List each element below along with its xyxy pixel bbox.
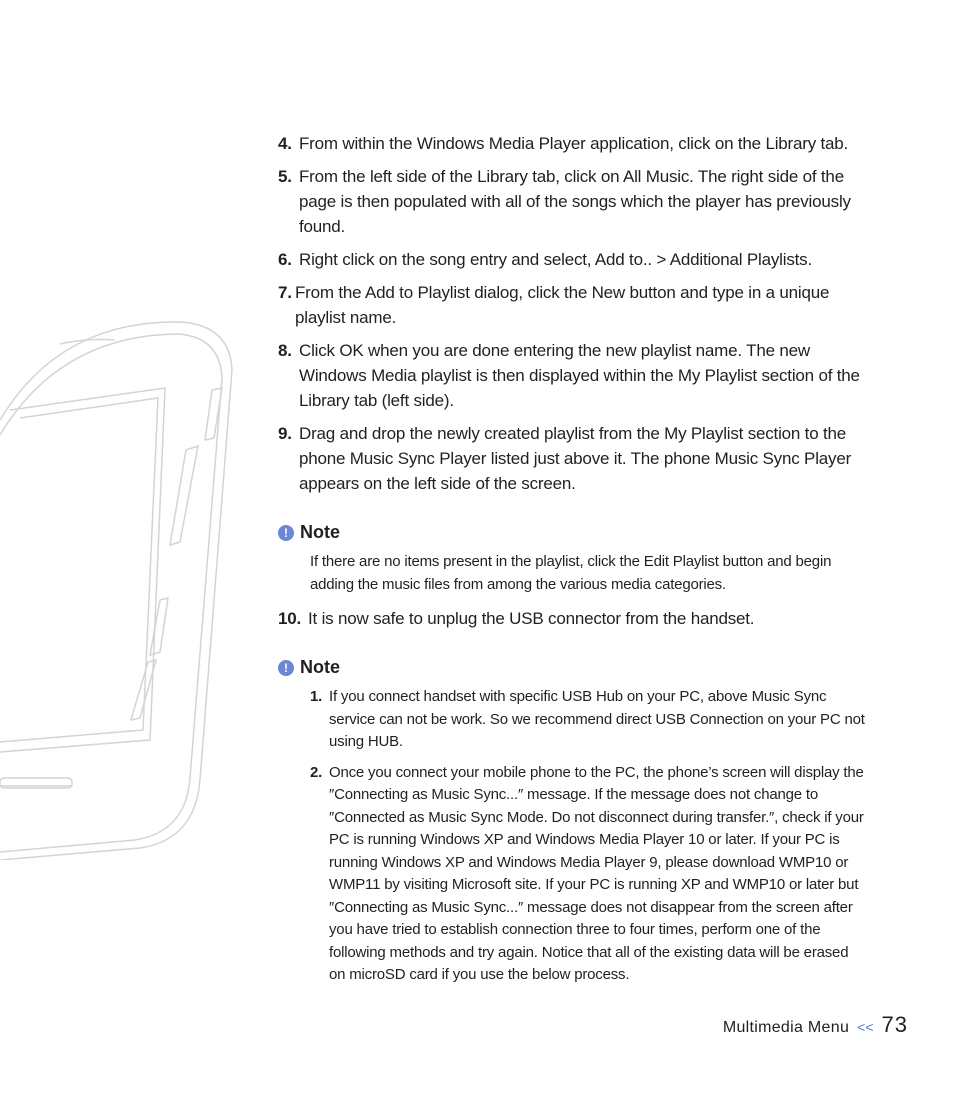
note-text: If there are no items present in the playlist, click the Edit Playlist button and begin adding the music files from among the various media categories. [310, 553, 832, 593]
double-chevron-left-icon: << [857, 1019, 874, 1035]
exclamation-icon: ! [278, 660, 294, 676]
note-item-text: Once you connect your mobile phone to the PC, the phone’s screen will display the ″Connecting as Music Sync...″ message. If the message does not change to ″Connected as Music Sync Mode. Do not disconnect during transfer.″, check if your PC is running Windows XP and Windows Media Player 10 or later. If your PC is running Windows XP and Windows Media Player 9, please download WMP10 or WMP11 by visiting Microsoft site. If your PC is running XP and WMP10 or later but ″Connecting as Music Sync...″ message does not disappear from the screen after you have tried to establish connection three to four times, perform one of the following methods and try again. Notice that all of the existing data will be erased on microSD card if you use the below process. [329, 763, 864, 983]
page-footer [723, 1012, 908, 1038]
instructions [278, 131, 868, 995]
note-heading [278, 657, 868, 678]
step-number: 4. [278, 134, 292, 153]
step-number: 8. [278, 341, 292, 360]
step-text: From the Add to Playlist dialog, click the New button and type in a unique playlist name. [295, 283, 830, 327]
step-text: From within the Windows Media Player application, click on the Library tab. [299, 134, 849, 153]
note-item-1 [278, 686, 868, 754]
step-text: Right click on the song entry and select, Add to.. > Additional Playlists. [299, 250, 812, 269]
note-item-number: 1. [310, 688, 323, 705]
step-7 [278, 280, 868, 330]
note-item-number: 2. [310, 763, 323, 781]
step-5 [278, 164, 868, 239]
section-name: Multimedia Menu [722, 1019, 850, 1036]
note-title: Note [300, 522, 340, 542]
note-heading [278, 522, 868, 543]
step-text: Drag and drop the newly created playlist from the My Playlist section to the phone Music Sync Player listed just above it. The phone Music Sync Player appears on the left side of the screen. [299, 424, 852, 493]
step-text: From the left side of the Library tab, click on All Music. The right side of the page is then populated with all of the songs which the player has previously found. [299, 167, 851, 236]
step-number: 9. [278, 424, 292, 443]
step-8 [278, 338, 868, 413]
step-4 [278, 131, 868, 156]
step-10 [278, 606, 868, 631]
step-text: Click OK when you are done entering the new playlist name. The new Windows Media playlist is then displayed within the My Playlist section of the Library tab (left side). [299, 341, 860, 410]
note-item-2 [278, 762, 868, 987]
note-title: Note [300, 657, 340, 677]
step-6 [278, 247, 868, 272]
step-number: 7. [278, 283, 292, 302]
exclamation-icon: ! [278, 525, 294, 541]
step-number: 10. [278, 609, 302, 628]
step-9 [278, 421, 868, 496]
step-number: 6. [278, 250, 292, 269]
step-text: It is now safe to unplug the USB connector from the handset. [308, 609, 755, 628]
phone-illustration [0, 300, 240, 860]
note-item-text: If you connect handset with specific USB Hub on your PC, above Music Sync service can not be work. So we recommend direct USB Connection on your PC not using HUB. [329, 688, 865, 750]
step-number: 5. [278, 167, 292, 186]
page-number: 73 [881, 1012, 908, 1037]
